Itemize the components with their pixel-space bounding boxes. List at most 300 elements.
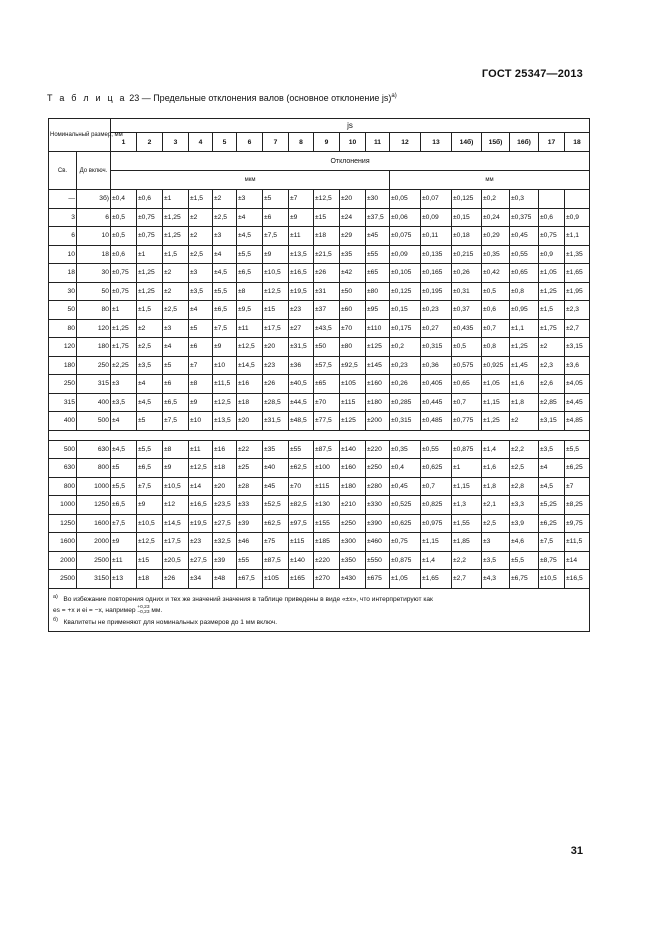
deviation-cell: ±1,25 [137, 264, 163, 283]
deviation-cell: ±8 [189, 375, 213, 394]
deviation-cell: ±1,45 [510, 356, 539, 375]
deviation-cell: ±300 [340, 533, 366, 552]
unit-um: мкм [111, 171, 390, 190]
deviation-cell: ±3 [237, 190, 263, 209]
deviation-cell: ±9 [137, 496, 163, 515]
grade-header: 11 [366, 133, 390, 152]
deviation-cell: ±5 [163, 356, 189, 375]
deviation-cell: ±0,45 [390, 477, 421, 496]
grade-header: 17 [539, 133, 565, 152]
deviation-cell: ±130 [314, 496, 340, 515]
deviation-cell: ±200 [366, 412, 390, 431]
deviation-cell: ±6 [189, 338, 213, 357]
size-over-cell: 50 [49, 301, 77, 320]
deviation-cell: ±12,5 [314, 190, 340, 209]
deviation-cell: ±19,5 [289, 282, 314, 301]
deviation-cell: ±330 [366, 496, 390, 515]
deviation-cell: ±50 [314, 338, 340, 357]
deviation-cell: ±2,7 [452, 570, 482, 589]
deviation-cell: ±0,375 [510, 208, 539, 227]
grade-header: 18 [565, 133, 590, 152]
deviation-cell: ±1,8 [482, 477, 510, 496]
deviation-cell: ±5,5 [510, 551, 539, 570]
deviation-cell: ±0,55 [421, 440, 452, 459]
deviation-cell: ±0,125 [452, 190, 482, 209]
deviation-cell: ±675 [366, 570, 390, 589]
deviation-cell: ±4,5 [137, 393, 163, 412]
deviation-cell: ±16 [213, 440, 237, 459]
deviation-cell: ±1,65 [565, 264, 590, 283]
deviation-cell: ±0,6 [137, 190, 163, 209]
deviation-cell: ±0,09 [390, 245, 421, 264]
deviation-cell: ±17,5 [263, 319, 289, 338]
deviation-cell: ±87,5 [314, 440, 340, 459]
deviation-cell: ±13 [111, 570, 137, 589]
table-row [49, 412, 590, 431]
deviation-cell: ±1,55 [452, 514, 482, 533]
deviation-cell: ±0,6 [539, 208, 565, 227]
deviation-cell: ±1,8 [510, 393, 539, 412]
deviation-cell: ±1,85 [452, 533, 482, 552]
deviation-cell: ±250 [366, 459, 390, 478]
deviation-cell: ±37 [314, 301, 340, 320]
size-to-cell: 2000 [77, 533, 111, 552]
size-to-cell: 1600 [77, 514, 111, 533]
deviation-cell: ±0,9 [565, 208, 590, 227]
table-row [49, 208, 590, 227]
deviation-cell: ±60 [340, 301, 366, 320]
deviation-cell: ±50 [340, 282, 366, 301]
deviation-cell: ±2,5 [137, 338, 163, 357]
deviation-cell: ±0,195 [421, 282, 452, 301]
deviation-header: Отклонения [111, 152, 590, 171]
deviation-cell: ±0,55 [510, 245, 539, 264]
deviation-cell: ±23,5 [213, 496, 237, 515]
deviation-cell: ±9 [289, 208, 314, 227]
table-row [49, 282, 590, 301]
deviation-cell: ±1,5 [137, 301, 163, 320]
deviation-cell: ±2,3 [565, 301, 590, 320]
deviation-cell: ±1,5 [189, 190, 213, 209]
deviation-cell: ±210 [340, 496, 366, 515]
deviation-cell: ±31 [314, 282, 340, 301]
deviation-cell: ±0,75 [539, 227, 565, 246]
table-body-group-2 [49, 440, 590, 588]
caption-text: 23 — Предельные отклонения валов (основное отклонение js) [126, 93, 392, 103]
deviation-cell: ±2,5 [482, 514, 510, 533]
deviation-cell: ±14,5 [237, 356, 263, 375]
deviation-cell: ±0,07 [421, 190, 452, 209]
grade-header: 10 [340, 133, 366, 152]
deviation-cell: ±57,5 [314, 356, 340, 375]
deviation-cell: ±2,6 [539, 375, 565, 394]
deviation-cell: ±1,5 [539, 301, 565, 320]
caption-note-mark: а) [391, 93, 397, 99]
deviation-cell: ±390 [366, 514, 390, 533]
caption-prefix: Т а б л и ц а [47, 93, 127, 103]
deviation-cell: ±0,5 [111, 208, 137, 227]
note-b-text: Квалитеты не применяют для номинальных размеров до 1 мм включ. [63, 619, 278, 627]
deviation-cell: ±65 [314, 375, 340, 394]
deviation-cell: ±1 [452, 459, 482, 478]
deviation-cell: ±5,5 [565, 440, 590, 459]
table-row [49, 227, 590, 246]
deviation-cell: ±3,3 [510, 496, 539, 515]
deviation-cell: ±12,5 [137, 533, 163, 552]
deviation-cell: ±25 [237, 459, 263, 478]
nominal-size-header: Номинальный размер, мм [49, 119, 111, 152]
deviation-cell: ±2,5 [189, 245, 213, 264]
deviation-cell: ±1,25 [163, 227, 189, 246]
deviation-cell: ±12,5 [237, 338, 263, 357]
deviation-cell: ±1,05 [539, 264, 565, 283]
deviation-cell: ±1,95 [565, 282, 590, 301]
table-row [49, 496, 590, 515]
deviation-cell: ±0,445 [421, 393, 452, 412]
deviation-cell: ±27,5 [213, 514, 237, 533]
deviation-cell: ±160 [366, 375, 390, 394]
deviation-cell: ±7,5 [213, 319, 237, 338]
deviation-cell: ±18 [137, 570, 163, 589]
deviation-cell: ±0,315 [421, 338, 452, 357]
deviation-cell: ±0,06 [390, 208, 421, 227]
deviation-cell: ±20 [263, 338, 289, 357]
deviation-cell: ±16,5 [189, 496, 213, 515]
deviation-cell: ±20 [340, 190, 366, 209]
deviation-cell: ±8,25 [565, 496, 590, 515]
size-to-cell: 3б) [77, 190, 111, 209]
deviation-cell: ±48,5 [289, 412, 314, 431]
deviation-cell: ±2,8 [510, 477, 539, 496]
deviation-cell: ±3,9 [510, 514, 539, 533]
table-row [49, 338, 590, 357]
size-over-cell: 500 [49, 440, 77, 459]
deviation-cell: ±45 [366, 227, 390, 246]
deviation-cell: ±16 [237, 375, 263, 394]
deviation-cell: ±115 [289, 533, 314, 552]
grade-row [49, 133, 590, 152]
note-a-cont [53, 605, 585, 616]
deviation-cell: ±350 [340, 551, 366, 570]
deviation-cell: ±2,5 [213, 208, 237, 227]
deviation-cell: ±550 [366, 551, 390, 570]
deviation-cell: ±0,135 [421, 245, 452, 264]
deviation-cell: ±1,05 [482, 375, 510, 394]
deviation-cell: ±42 [340, 264, 366, 283]
deviation-cell: ±6,5 [237, 264, 263, 283]
deviation-cell: ±155 [314, 514, 340, 533]
deviation-cell: ±0,75 [111, 282, 137, 301]
deviation-cell: ±48 [213, 570, 237, 589]
deviation-cell: ±165 [289, 570, 314, 589]
size-to-cell: 120 [77, 319, 111, 338]
deviation-cell: ±75 [263, 533, 289, 552]
size-over-cell: 800 [49, 477, 77, 496]
deviation-cell: ±1,25 [539, 282, 565, 301]
grade-header: 16б) [510, 133, 539, 152]
deviation-cell: ±55 [289, 440, 314, 459]
deviation-cell: ±180 [340, 477, 366, 496]
size-to-cell: 400 [77, 393, 111, 412]
deviation-cell: ±0,435 [452, 319, 482, 338]
deviation-cell: ±46 [237, 533, 263, 552]
grade-header: 8 [289, 133, 314, 152]
unit-mm: мм [390, 171, 590, 190]
grade-header: 15б) [482, 133, 510, 152]
deviation-cell: ±6,5 [137, 459, 163, 478]
deviation-cell: ±0,23 [390, 356, 421, 375]
deviation-cell: ±0,65 [510, 264, 539, 283]
deviation-cell: ±95 [366, 301, 390, 320]
deviation-cell: ±270 [314, 570, 340, 589]
deviation-cell: ±28 [237, 477, 263, 496]
deviation-cell: ±5,5 [213, 282, 237, 301]
deviation-cell: ±125 [340, 412, 366, 431]
deviation-cell: ±52,5 [263, 496, 289, 515]
deviation-cell: ±5 [137, 412, 163, 431]
size-over-cell: 250 [49, 375, 77, 394]
deviation-cell: ±35 [340, 245, 366, 264]
deviation-cell: ±1,25 [111, 319, 137, 338]
deviation-cell: ±9,75 [565, 514, 590, 533]
size-to-cell: 50 [77, 282, 111, 301]
deviation-cell: ±6,5 [111, 496, 137, 515]
deviation-cell: ±11 [189, 440, 213, 459]
size-to-cell: 500 [77, 412, 111, 431]
deviation-cell: ±11,5 [213, 375, 237, 394]
deviation-cell: ±43,5 [314, 319, 340, 338]
deviation-cell: ±20 [237, 412, 263, 431]
deviation-cell: ±220 [314, 551, 340, 570]
deviation-cell: ±0,5 [452, 338, 482, 357]
deviation-cell: ±77,5 [314, 412, 340, 431]
deviation-cell: ±0,525 [390, 496, 421, 515]
deviation-cell: ±11 [289, 227, 314, 246]
deviation-cell: ±7 [289, 190, 314, 209]
deviation-cell: ±14,5 [163, 514, 189, 533]
deviation-cell: ±8 [163, 440, 189, 459]
size-to-cell: 30 [77, 264, 111, 283]
grade-header: 1 [111, 133, 137, 152]
note-b-mark: б) [53, 617, 58, 624]
note-a-text-1: Во избежание повторения одних и тех же значений значения в таблице приведены в виде «±x», что интерпретируют как [63, 595, 433, 603]
size-to-cell: 1250 [77, 496, 111, 515]
deviation-cell: ±3 [163, 319, 189, 338]
deviation-cell: ±39 [237, 514, 263, 533]
deviation-cell: ±3,5 [539, 440, 565, 459]
deviation-cell: ±5 [263, 190, 289, 209]
page-number: 31 [570, 845, 583, 857]
js-header: js [111, 119, 590, 133]
deviation-cell: ±0,9 [539, 245, 565, 264]
deviation-cell: ±3 [189, 264, 213, 283]
deviation-cell: ±0,8 [482, 338, 510, 357]
deviation-cell: ±67,5 [237, 570, 263, 589]
deviation-cell: ±1,1 [510, 319, 539, 338]
deviation-cell: ±115 [314, 477, 340, 496]
deviation-cell: ±0,625 [421, 459, 452, 478]
deviation-cell: ±1,25 [137, 282, 163, 301]
deviation-table [48, 118, 590, 632]
deviation-cell: ±0,825 [421, 496, 452, 515]
deviation-cell: ±23 [289, 301, 314, 320]
deviation-cell: ±2 [539, 338, 565, 357]
deviation-cell: ±1,25 [510, 338, 539, 357]
deviation-cell: ±5,5 [137, 440, 163, 459]
deviation-cell: ±0,125 [390, 282, 421, 301]
deviation-cell: ±11 [237, 319, 263, 338]
size-over-cell: 30 [49, 282, 77, 301]
size-to-cell: 18 [77, 245, 111, 264]
deviation-cell: ±0,75 [111, 264, 137, 283]
deviation-cell: ±11,5 [565, 533, 590, 552]
deviation-cell: ±1,25 [163, 208, 189, 227]
deviation-cell: ±20 [213, 477, 237, 496]
size-over-cell: 1250 [49, 514, 77, 533]
deviation-cell: ±4,5 [237, 227, 263, 246]
deviation-cell: ±32,5 [213, 533, 237, 552]
deviation-cell: ±1,6 [482, 459, 510, 478]
deviation-cell: ±14 [565, 551, 590, 570]
deviation-cell: ±3 [213, 227, 237, 246]
note-b [53, 615, 585, 628]
deviation-cell: ±1,05 [390, 570, 421, 589]
deviation-cell: ±13,5 [289, 245, 314, 264]
deviation-cell: ±0,175 [390, 319, 421, 338]
deviation-cell: ±12 [163, 496, 189, 515]
deviation-cell: ±62,5 [263, 514, 289, 533]
deviation-cell: ±18 [237, 393, 263, 412]
deviation-cell: ±0,26 [390, 375, 421, 394]
deviation-cell: ±7 [565, 477, 590, 496]
deviation-cell: ±0,29 [482, 227, 510, 246]
deviation-cell: ±0,575 [452, 356, 482, 375]
deviation-cell: ±30 [366, 190, 390, 209]
deviation-cell: ±28,5 [263, 393, 289, 412]
deviation-cell: ±0,7 [482, 319, 510, 338]
note-a-text-2: es = +x и ei = −x, например [53, 606, 136, 614]
deviation-cell: ±0,18 [452, 227, 482, 246]
size-to-cell: 630 [77, 440, 111, 459]
deviation-cell: ±9,5 [237, 301, 263, 320]
deviation-cell: ±3,5 [482, 551, 510, 570]
table-caption [47, 93, 397, 103]
deviation-cell: ±22 [237, 440, 263, 459]
grade-header: 3 [163, 133, 189, 152]
grade-header: 14б) [452, 133, 482, 152]
table-row [49, 375, 590, 394]
deviation-cell: ±18 [314, 227, 340, 246]
deviation-cell: ±80 [340, 338, 366, 357]
example-bottom: −0,23 [137, 609, 150, 615]
grade-header: 7 [263, 133, 289, 152]
deviation-cell: ±0,875 [390, 551, 421, 570]
table-row [49, 440, 590, 459]
note-a [53, 592, 585, 605]
deviation-cell: ±2,2 [510, 440, 539, 459]
deviation-cell: ±10,5 [137, 514, 163, 533]
deviation-cell: ±430 [340, 570, 366, 589]
deviation-cell: ±140 [289, 551, 314, 570]
deviation-cell: ±21,5 [314, 245, 340, 264]
size-over-cell: 1600 [49, 533, 77, 552]
deviation-cell: ±5 [189, 319, 213, 338]
deviation-cell: ±0,925 [482, 356, 510, 375]
over-header: Св. [49, 152, 77, 190]
deviation-cell: ±0,485 [421, 412, 452, 431]
size-to-cell: 80 [77, 301, 111, 320]
deviation-cell: ±6,75 [510, 570, 539, 589]
deviation-cell: ±10,5 [539, 570, 565, 589]
deviation-cell: ±14 [189, 477, 213, 496]
size-over-cell: 10 [49, 245, 77, 264]
deviation-cell: ±40,5 [289, 375, 314, 394]
deviation-cell: ±1,15 [452, 477, 482, 496]
deviation-cell: ±2 [137, 319, 163, 338]
size-to-cell: 10 [77, 227, 111, 246]
table-row [49, 459, 590, 478]
size-to-cell: 800 [77, 459, 111, 478]
deviation-cell: ±0,625 [390, 514, 421, 533]
size-over-cell: 630 [49, 459, 77, 478]
deviation-cell: ±9 [263, 245, 289, 264]
group-separator [49, 430, 590, 440]
table-row [49, 570, 590, 589]
deviation-cell [565, 190, 590, 209]
deviation-cell: ±13,5 [213, 412, 237, 431]
deviation-cell: ±6,5 [163, 393, 189, 412]
deviation-cell: ±0,27 [421, 319, 452, 338]
deviation-cell: ±0,285 [390, 393, 421, 412]
deviation-cell: ±0,2 [390, 338, 421, 357]
deviation-cell: ±2,25 [111, 356, 137, 375]
deviation-cell: ±1,75 [111, 338, 137, 357]
deviation-cell: ±0,8 [510, 282, 539, 301]
deviation-cell: ±15 [314, 208, 340, 227]
deviation-cell: ±29 [340, 227, 366, 246]
deviation-cell: ±3,15 [565, 338, 590, 357]
deviation-cell: ±35 [263, 440, 289, 459]
deviation-cell: ±7,5 [263, 227, 289, 246]
size-over-cell: 80 [49, 319, 77, 338]
deviation-cell: ±62,5 [289, 459, 314, 478]
deviation-cell: ±0,6 [482, 301, 510, 320]
deviation-cell: ±115 [340, 393, 366, 412]
deviation-cell: ±0,075 [390, 227, 421, 246]
deviation-cell: ±0,11 [421, 227, 452, 246]
grade-header: 9 [314, 133, 340, 152]
table-row [49, 393, 590, 412]
deviation-cell: ±0,75 [137, 227, 163, 246]
deviation-cell: ±1,35 [565, 245, 590, 264]
deviation-cell: ±26 [163, 570, 189, 589]
grade-header: 2 [137, 133, 163, 152]
deviation-cell: ±2,7 [565, 319, 590, 338]
deviation-cell: ±26 [314, 264, 340, 283]
deviation-cell: ±1,65 [421, 570, 452, 589]
deviation-cell: ±1,25 [482, 412, 510, 431]
deviation-cell: ±5,5 [111, 477, 137, 496]
deviation-cell: ±55 [366, 245, 390, 264]
size-to-cell: 2500 [77, 551, 111, 570]
deviation-cell: ±4 [111, 412, 137, 431]
deviation-cell: ±0,35 [482, 245, 510, 264]
deviation-cell: ±0,26 [452, 264, 482, 283]
deviation-cell: ±2 [189, 227, 213, 246]
deviation-cell: ±0,6 [111, 245, 137, 264]
deviation-cell: ±105 [263, 570, 289, 589]
deviation-cell: ±1,15 [482, 393, 510, 412]
